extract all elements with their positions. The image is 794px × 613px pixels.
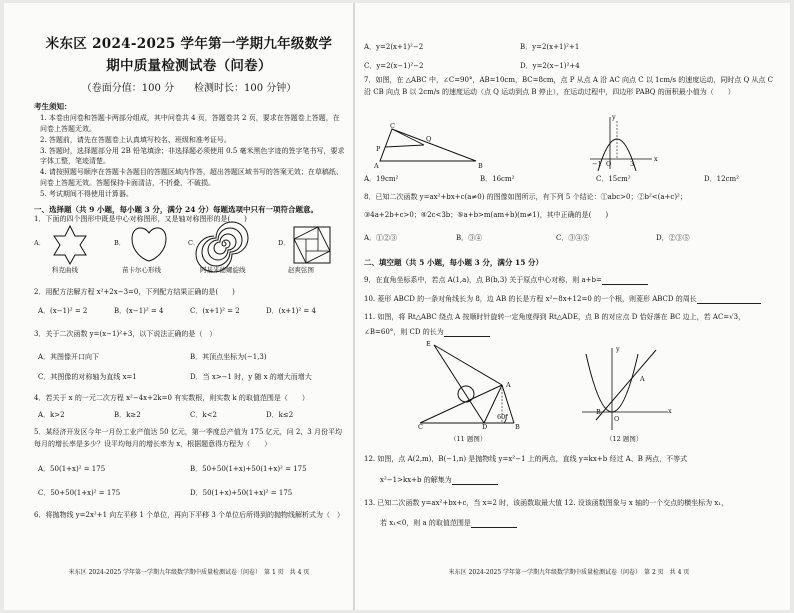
note-item: 4. 请按照题号顺序在答题卡各题目的答题区域内作答，超出答题区域书写的答案无效；在草稿纸、问卷上答题无效。答题保持卡面清洁，不折叠，不破损。 bbox=[40, 168, 343, 188]
q11-text: ∠B=60°，则 CD 的长为 bbox=[364, 328, 444, 336]
q1-option-c-label: C． bbox=[188, 239, 200, 247]
q1-option-d-label: D． bbox=[278, 239, 290, 247]
question-12-line1: 12. 如图，点 A(2,m)，B(−1,n) 是抛物线 y=x²−1 上的两点，直线 y=kx+b 经过 A、B 两点，不等式 bbox=[364, 455, 688, 463]
q13-answer-blank[interactable] bbox=[471, 520, 517, 528]
q8-label-origin: O bbox=[606, 160, 612, 168]
q7-option-c: C．15cm² bbox=[596, 175, 631, 183]
q8-option-c: C．③④⑤ bbox=[556, 234, 590, 242]
q8-option-a: A．①②③ bbox=[364, 234, 398, 242]
q11-label-c: C bbox=[418, 423, 423, 431]
exam-meta: （卷面分值：100 分 检测时长：100 分钟） bbox=[81, 83, 297, 94]
exam-title-line1: 米东区 2024-2025 学年第一学期九年级数学 bbox=[45, 36, 333, 52]
q8-option-d: D．②③⑤ bbox=[656, 234, 690, 242]
q12-label-x: x bbox=[668, 407, 672, 415]
zhao-shuang-figure bbox=[292, 225, 332, 265]
exam-title-line2: 期中质量检测试卷（问卷） bbox=[106, 58, 272, 74]
question-9 bbox=[364, 276, 648, 285]
q11-label-a: A bbox=[506, 381, 511, 389]
q6-option-c: C．y=2(x−1)²−2 bbox=[364, 62, 424, 70]
q9-answer-blank[interactable] bbox=[602, 277, 648, 285]
q11-answer-blank[interactable] bbox=[444, 329, 490, 337]
question-12-line2 bbox=[380, 476, 498, 485]
question-4: 4．若关于 x 的一元二次方程 x²−4x+2k=0 有实数根，则实数 k 的取值范围是（ ） bbox=[34, 394, 309, 402]
q2-option-b: B．(x−1)² = 4 bbox=[114, 307, 164, 315]
question-13-line1: 13. 已知二次函数 y=ax²+bx+c，当 x=2 时，该函数取最大值 12. 设该函数图象与 x 轴的一个交点的横坐标为 x₁， bbox=[364, 499, 729, 507]
page-footer-right: 米东区 2024-2025 学年第一学期九年级数学期中质量检测试卷（问卷） 第 2 页 共 4 页 bbox=[448, 569, 690, 576]
question-10 bbox=[364, 295, 761, 304]
q12-label-y: y bbox=[616, 345, 620, 353]
q7-label-a: A bbox=[374, 162, 379, 170]
q13-text: 若 x₁<0，则 a 的取值范围是 bbox=[380, 519, 471, 527]
q6-option-d: D．y=2(x−1)²+4 bbox=[520, 62, 580, 70]
note-item: 5. 考试期间不得使用计算器。 bbox=[40, 189, 133, 198]
q3-option-a: A．其图像开口向下 bbox=[38, 353, 100, 361]
q4-option-d: D．k≤2 bbox=[266, 411, 294, 419]
page-footer-left: 米东区 2024-2025 学年第一学期九年级数学期中质量检测试卷（问卷） 第 1 页 共 4 页 bbox=[68, 569, 310, 576]
q1-caption-c: 阿基米德螺旋线 bbox=[200, 266, 246, 274]
q8-label-neg1: −1 bbox=[592, 160, 602, 168]
q12-label-a: A bbox=[640, 375, 645, 383]
q9-text: 9．在直角坐标系中，若点 A(1,a)，点 B(b,3) 关于原点中心对称，则 a+b= bbox=[364, 276, 602, 284]
question-13-line2 bbox=[380, 519, 517, 528]
section-choice-heading: 一、选择题（共 9 小题，每小题 3 分，满分 24 分）每题选项中只有一项符合题意。 bbox=[34, 205, 319, 214]
q7-label-q: Q bbox=[426, 135, 432, 143]
q1-option-a-label: A． bbox=[34, 239, 46, 247]
q7-label-b: B bbox=[478, 162, 483, 170]
q11-caption: （11 题图） bbox=[450, 435, 487, 443]
note-item: 2. 答题前，请先在答题卷上认真填写校名、班级和准考证号。 bbox=[40, 135, 231, 144]
q7-triangle-figure bbox=[380, 123, 480, 167]
q5-option-c: C．50+50(1+x)² = 175 bbox=[38, 489, 121, 497]
q1-caption-b: 苗卡尔心形线 bbox=[122, 266, 161, 274]
question-1: 1．下面的四个图形中既是中心对称图形，又是轴对称图形的是( ) bbox=[34, 215, 247, 223]
koch-snowflake-figure bbox=[48, 224, 92, 266]
cardioid-figure bbox=[128, 223, 170, 265]
question-6: 6．将抛物线 y=2x²+1 向左平移 1 个单位，再向下平移 3 个单位后所得到的抛物线解析式为（ ） bbox=[34, 511, 345, 519]
q3-option-b: B．其顶点坐标为(−1,3) bbox=[190, 353, 267, 361]
question-3: 3．关于二次函数 y=(x−1)²+3，以下说法正确的是（ ） bbox=[34, 330, 217, 338]
q1-option-b-label: B． bbox=[114, 239, 126, 247]
section-fill-heading: 二、填空题（共 5 小题，每小题 3 分，满分 15 分） bbox=[364, 258, 544, 267]
q6-option-a: A．y=2(x+1)²−2 bbox=[364, 43, 424, 51]
q5-option-b: B．50+50(1+x)+50(1+x)² = 175 bbox=[190, 465, 307, 473]
q12-label-b: B bbox=[596, 408, 601, 416]
q8-label-x: x bbox=[654, 155, 658, 163]
question-11-line2 bbox=[364, 328, 490, 337]
note-item: 1. 本卷由问卷和答题卡两部分组成，其中问卷共 4 页，答题卷共 2 页，要求在答题卷上答题，在问卷上答题无效。 bbox=[40, 114, 340, 133]
q1-caption-a: 科克曲线 bbox=[52, 266, 78, 274]
q6-option-b: B．y=2(x+1)²+1 bbox=[520, 43, 580, 51]
q11-label-d: D bbox=[482, 423, 488, 431]
note-item: 3. 答题时，选择题部分用 2B 铅笔填涂；非选择题必须使用 0.5 毫米黑色字迹的签字笔书写，要求字体工整，笔迹清楚。 bbox=[40, 146, 345, 166]
exam-sheet bbox=[4, 3, 790, 610]
question-8-line2: ③4a+2b+c>0；④2c<3b；⑤a+b>m(am+b)(m≠1)，其中正确的是( ) bbox=[364, 211, 609, 219]
q7-option-a: A．19cm² bbox=[364, 175, 399, 183]
q12-answer-blank[interactable] bbox=[452, 477, 498, 485]
q2-option-a: A．(x−1)² = 2 bbox=[38, 307, 88, 315]
q4-option-a: A．k>2 bbox=[38, 411, 65, 419]
q5-option-a: A．50(1+x)² = 175 bbox=[38, 465, 106, 473]
q8-label-3: 3 bbox=[630, 160, 635, 168]
q7-option-b: B．16cm² bbox=[480, 175, 515, 183]
q12-text: x²−1>kx+b 的解集为 bbox=[380, 476, 452, 484]
q2-option-d: D．(x+1)² = 4 bbox=[266, 307, 316, 315]
q7-label-p: P bbox=[376, 145, 381, 153]
q11-label-b: B bbox=[515, 423, 520, 431]
q12-parabola-line-figure bbox=[582, 346, 670, 432]
q12-caption: （12 题图） bbox=[606, 435, 643, 443]
question-2: 2．用配方法解方程 x²+2x−3=0，下列配方结果正确的是( ) bbox=[34, 288, 235, 296]
q11-label-e: E bbox=[426, 340, 431, 348]
q10-text: 10. 菱形 ABCD 的一条对角线长为 8，边 AB 的长是方程 x²−8x+12=0 的一个根，则菱形 ABCD 的周长 bbox=[364, 295, 697, 303]
q11-label-angle: 60° bbox=[497, 413, 509, 421]
question-7: 7．如图，在 △ABC 中，∠C=90°，AB=10cm，BC=8cm，点 P 从点 A 沿 AC 向点 C 以 1cm/s 的速度运动，同时点 Q 从点 C 沿 CB 向点 B 以 2cm/s 的速度运动（点 Q 运动到点 B 停止），在运动过程中，四边形 PABQ 的面积最小值为（ ） bbox=[364, 76, 774, 96]
q7-option-d: D．12cm² bbox=[704, 175, 739, 183]
q8-label-y: y bbox=[612, 113, 616, 121]
q8-option-b: B．③④ bbox=[456, 234, 483, 242]
archimedean-spiral-figure bbox=[202, 222, 246, 266]
question-5: 5．某经济开发区今年一月份工业产值达 50 亿元，第一季度总产值为 175 亿元，问 2、3 月份平均每月的增长率是多少？设平均每月的增长率为 x，根据题意得方程为（ ） bbox=[34, 428, 342, 448]
question-8-line1: 8．已知二次函数 y=ax²+bx+c(a≠0) 的图像如图所示，有下列 5 个结论：①abc>0；②b²<(a+c)²； bbox=[364, 193, 687, 201]
page-fold bbox=[353, 3, 355, 610]
question-11-line1: 11. 如图，将 Rt△ABC 绕点 A 按顺时针旋转一定角度得到 Rt△ADE，点 B 的对应点 D 恰好落在 BC 边上，若 AC=√3， bbox=[364, 313, 746, 321]
q2-option-c: C．(x+1)² = 2 bbox=[190, 307, 240, 315]
q1-caption-d: 赵爽弦图 bbox=[288, 266, 314, 274]
q4-option-c: C．k<2 bbox=[190, 411, 217, 419]
q3-option-d: D．当 x>−1 时，y 随 x 的增大而增大 bbox=[190, 373, 312, 381]
notes-heading: 考生须知： bbox=[34, 102, 72, 111]
q7-label-c: C bbox=[390, 122, 395, 130]
q12-label-origin: O bbox=[614, 415, 620, 423]
q3-option-c: C．其图像的对称轴为直线 x=1 bbox=[38, 373, 137, 381]
notes-block bbox=[40, 113, 346, 200]
q4-option-b: B．k≥2 bbox=[114, 411, 141, 419]
q10-answer-blank[interactable] bbox=[697, 296, 761, 304]
q5-option-d: D．50(1+x)+50(1+x)² = 175 bbox=[190, 489, 293, 497]
